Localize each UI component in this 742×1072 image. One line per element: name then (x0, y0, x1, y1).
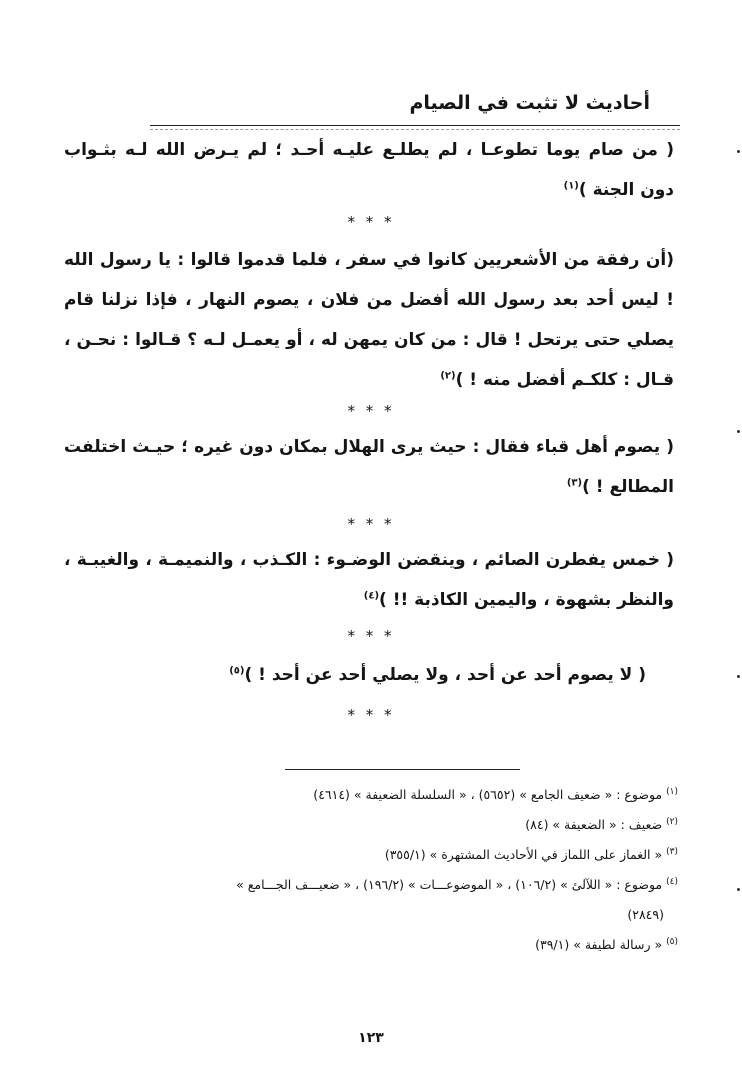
footnote-number: (١) (666, 786, 678, 797)
footnote-text: « رسالة لطيفة » (٣٩/١) (535, 937, 663, 952)
hadith-paragraph (64, 130, 674, 210)
footnote-number: (٣) (666, 846, 678, 857)
footnote (78, 870, 678, 900)
section-separator: * * * (347, 515, 395, 533)
footnote-reference: (٤) (363, 590, 380, 602)
hadith-text: ( خمس يفطرن الصائم ، وينقضن الوضـوء : الكـذب ، والنميمـة ، والغيبـة ، والنظر بشهوة ، واليمين الكاذبة !! ) (64, 550, 674, 610)
hadith-text: ( لا يصوم أحد عن أحد ، ولا يصلي أحد عن أحد ! ) (244, 665, 646, 685)
scan-speck (737, 430, 740, 433)
footnote (78, 780, 678, 810)
hadith-paragraph (64, 427, 674, 507)
scan-speck (737, 675, 740, 678)
footnote-reference: (٣) (566, 477, 583, 489)
hadith-paragraph (86, 655, 646, 695)
header-rule (150, 125, 680, 126)
footnote-reference: (٢) (440, 370, 456, 382)
hadith-text: ( يصوم أهل قباء فقال : حيث يرى الهلال بمكان دون غيره ؛ حيـث اختلفت المطالع ! ) (64, 437, 674, 497)
hadith-paragraph (64, 240, 674, 400)
footnote-text: ضعيف : « الضعيفة » (٨٤) (525, 817, 663, 832)
hadith-text: ( من صام يوما تطوعـا ، لم يطلـع عليـه أحـد ؛ لم يـرض الله لـه بثـواب دون الجنة ) (64, 140, 674, 200)
footnote-text: موضوع : « اللآلئ » (١٠٦/٢) ، « الموضوعـــات » (١٩٦/٢) ، « ضعيـــف الجـــامع » (236, 877, 663, 892)
footnote-continuation: (٢٨٤٩) (627, 907, 664, 922)
running-head: أحاديث لا تثبت في الصيام (409, 92, 650, 114)
scan-speck (737, 150, 740, 153)
footnote (78, 840, 678, 870)
footnote-text: « الغماز على اللماز في الأحاديث المشتهرة » (٣٥٥/١) (384, 847, 663, 862)
footnote (78, 810, 678, 840)
footnote-number: (٤) (666, 876, 678, 887)
scan-speck (737, 888, 740, 891)
footnote-reference: (١) (563, 180, 579, 192)
section-separator: * * * (347, 627, 395, 645)
footnote (78, 930, 678, 960)
hadith-text: (أن رفقة من الأشعريين كانوا في سفر ، فلما قدموا قالوا : يا رسول الله ! ليس أحد بعد رسول الله أفضل من فلان ، يصوم النهار ، فإذا نزلنا قام يصلي حتى يرتحل ! قال : من كان يمهن له ، أو يعمـل لـه ؟ قـالوا : نحـن ، قـال : كلكـم أفضل منه ! ) (64, 250, 674, 390)
footnotes (78, 780, 678, 960)
page-number: ١٢٣ (358, 1030, 384, 1046)
section-separator: * * * (347, 213, 395, 231)
footnote-number: (٥) (666, 936, 678, 947)
hadith-paragraph (64, 540, 674, 620)
footnote-text: موضوع : « ضعيف الجامع » (٥٦٥٢) ، « السلسلة الضعيفة » (٤٦١٤) (313, 787, 663, 802)
footnote-reference: (٥) (229, 665, 245, 677)
section-separator: * * * (347, 402, 395, 420)
section-separator: * * * (347, 706, 395, 724)
footnote-number: (٢) (666, 816, 678, 827)
footnote-rule (285, 769, 520, 770)
